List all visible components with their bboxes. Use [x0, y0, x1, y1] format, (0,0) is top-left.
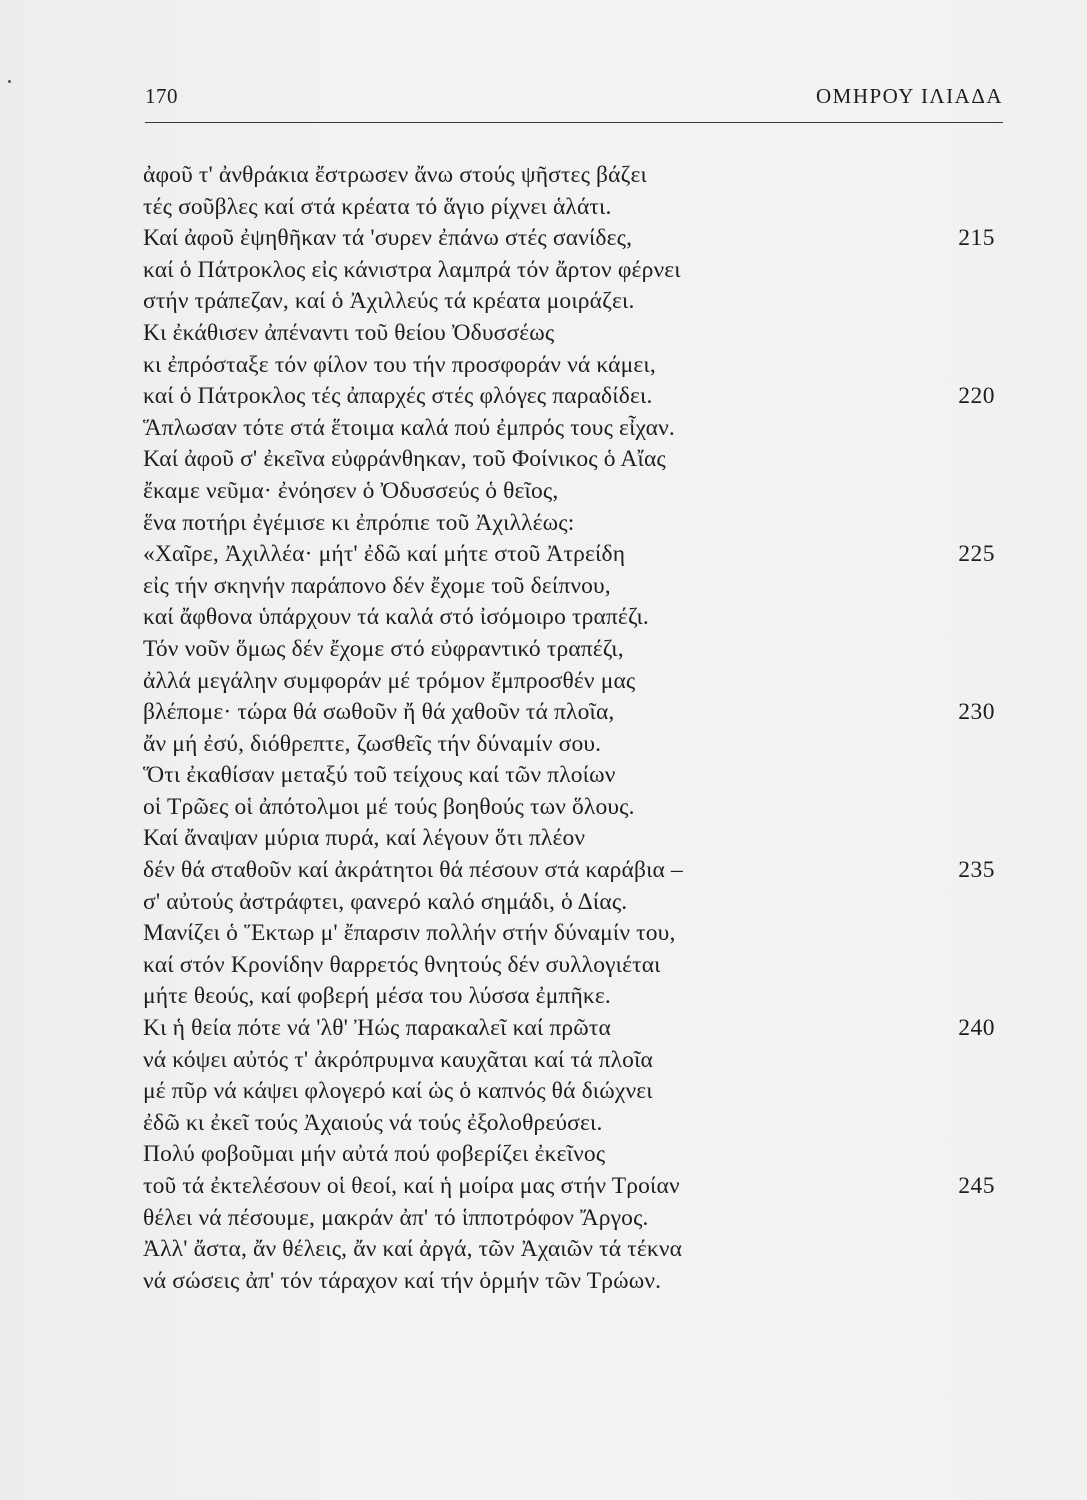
verse-line [143, 823, 1003, 855]
line-number: 235 [958, 857, 995, 884]
line-number: 230 [958, 699, 995, 726]
verse-line [143, 350, 1003, 382]
verse-line [143, 318, 1003, 350]
verse-line [143, 697, 1003, 729]
verse-line [143, 223, 1003, 255]
verse-line [143, 539, 1003, 571]
verse-text: καί ὁ Πάτροκλος εἰς κάνιστρα λαμπρά τόν ἄρτον φέρνει [143, 256, 681, 283]
verse-line [143, 571, 1003, 603]
verse-text: Καί ἀφοῦ ἐψηθῆκαν τά 'συρεν ἐπάνω στές σανίδες, [143, 225, 633, 252]
verse-line [143, 1171, 1003, 1203]
verse-text: βλέπομε· τώρα θά σωθοῦν ἤ θά χαθοῦν τά πλοῖα, [143, 699, 615, 726]
verse-line [143, 381, 1003, 413]
page-number: 170 [145, 84, 178, 108]
verse-line [143, 1266, 1003, 1298]
running-title: ΟΜΗΡΟΥ ΙΛΙΑΔΑ [816, 84, 1003, 108]
line-number: 215 [958, 225, 995, 252]
verse-line [143, 286, 1003, 318]
verse-text: εἰς τήν σκηνήν παράπονο δέν ἔχομε τοῦ δείπνου, [143, 572, 611, 599]
verse-text: Ἀλλ' ἄστα, ἄν θέλεις, ἄν καί ἀργά, τῶν Ἀχαιῶν τά τέκνα [143, 1236, 683, 1263]
verse-text: καί στόν Κρονίδην θαρρετός θνητούς δέν συλλογιέται [143, 951, 661, 978]
verse-text: τοῦ τά ἐκτελέσουν οἱ θεοί, καί ἡ μοίρα μας στήν Τροίαν [143, 1173, 680, 1199]
verse-line [143, 1139, 1003, 1171]
verse-text: δέν θά σταθοῦν καί ἀκράτητοι θά πέσουν στά καράβια – [143, 857, 683, 884]
verse-line [143, 634, 1003, 666]
scan-speck [8, 80, 11, 83]
verse-text: κι ἐπρόσταξε τόν φίλον του τήν προσφοράν νά κάμει, [143, 351, 656, 378]
verse-text: τές σοῦβλες καί στά κρέατα τό ἅγιο ρίχνει ἁλάτι. [143, 193, 612, 220]
verse-line [143, 792, 1003, 824]
verse-text: Κι ἐκάθισεν ἀπέναντι τοῦ θείου Ὀδυσσέως [143, 319, 555, 346]
verse-text: Ἅπλωσαν τότε στά ἕτοιμα καλά πού ἐμπρός τους εἶχαν. [143, 414, 675, 441]
verse-text: θέλει νά πέσουμε, μακράν ἀπ' τό ἱπποτρόφον Ἄργος. [143, 1204, 649, 1231]
verse-text: ἕνα ποτήρι ἐγέμισε κι ἐπρόπιε τοῦ Ἀχιλλέως: [143, 509, 575, 536]
verse-text: ἀφοῦ τ' ἀνθράκια ἔστρωσεν ἄνω στούς ψῆστες βάζει [143, 162, 647, 188]
verse-line [143, 1234, 1003, 1266]
verse-line [143, 1203, 1003, 1235]
verse-line [143, 1013, 1003, 1045]
verse-text: Καί ἄναψαν μύρια πυρά, καί λέγουν ὅτι πλέον [143, 825, 586, 852]
verse-line [143, 508, 1003, 540]
verse-line [143, 255, 1003, 287]
line-number: 240 [958, 1015, 995, 1042]
verse-line [143, 887, 1003, 919]
verse-text: ἄν μή ἐσύ, διόθρεπτε, ζωσθεῖς τήν δύναμίν σου. [143, 730, 602, 757]
verse-text: «Χαῖρε, Ἀχιλλέα· μήτ' ἐδῶ καί μήτε στοῦ Ἀτρείδη [143, 541, 626, 568]
verse-text: Πολύ φοβοῦμαι μήν αὐτά πού φοβερίζει ἐκεῖνος [143, 1141, 606, 1168]
verse-text: ἔκαμε νεῦμα· ἐνόησεν ὁ Ὀδυσσεύς ὁ θεῖος, [143, 477, 559, 504]
verse-text: Τόν νοῦν ὅμως δέν ἔχομε στό εὐφραντικό τραπέζι, [143, 635, 624, 662]
verse-text: Μανίζει ὁ Ἕκτωρ μ' ἔπαρσιν πολλήν στήν δύναμίν του, [143, 920, 676, 947]
verse-text: οἱ Τρῶες οἱ ἀπότολμοι μέ τούς βοηθούς των ὅλους. [143, 793, 635, 820]
verse-text: μήτε θεούς, καί φοβερή μέσα του λύσσα ἐμπῆκε. [143, 983, 611, 1010]
page-header [145, 84, 1003, 120]
verse-line [143, 760, 1003, 792]
verse-line [143, 1076, 1003, 1108]
line-number: 220 [958, 383, 995, 410]
verse-line [143, 160, 1003, 192]
line-number: 245 [958, 1173, 995, 1199]
verse-text: Καί ἀφοῦ σ' ἐκεῖνα εὐφράνθηκαν, τοῦ Φοίνικος ὁ Αἴας [143, 446, 666, 473]
verse-line [143, 192, 1003, 224]
verse-text: καί ὁ Πάτροκλος τές ἀπαρχές στές φλόγες παραδίδει. [143, 383, 653, 410]
verse-text: νά κόψει αὐτός τ' ἀκρόπρυμνα καυχᾶται καί τά πλοῖα [143, 1046, 654, 1073]
verse-line [143, 729, 1003, 761]
verse-text: ἀλλά μεγάλην συμφοράν μέ τρόμον ἔμπροσθέν μας [143, 667, 636, 694]
verse-text: καί ἄφθονα ὑπάρχουν τά καλά στό ἰσόμοιρο τραπέζι. [143, 604, 649, 631]
verse-line [143, 413, 1003, 445]
verse-text: μέ πῦρ νά κάψει φλογερό καί ὡς ὁ καπνός θά διώχνει [143, 1078, 653, 1105]
verse-text: Κι ἡ θεία πότε νά 'λθ' Ἠώς παρακαλεῖ καί πρῶτα [143, 1015, 611, 1042]
verse-text: Ὅτι ἐκαθίσαν μεταξύ τοῦ τείχους καί τῶν πλοίων [143, 762, 616, 789]
verse-line [143, 950, 1003, 982]
verse-line [143, 476, 1003, 508]
verse-line [143, 602, 1003, 634]
verse-line [143, 918, 1003, 950]
verse-text: νά σώσεις ἀπ' τόν τάραχον καί τήν ὁρμήν τῶν Τρώων. [143, 1267, 662, 1294]
verse-line [143, 444, 1003, 476]
verse-text: ἐδῶ κι ἐκεῖ τούς Ἀχαιούς νά τούς ἐξολοθρεύσει. [143, 1109, 603, 1136]
verse-line [143, 666, 1003, 698]
verse-line [143, 855, 1003, 887]
line-number: 225 [958, 541, 995, 568]
poem-text [143, 160, 1003, 1297]
verse-line [143, 981, 1003, 1013]
header-rule [145, 122, 1003, 123]
verse-text: σ' αὐτούς ἀστράφτει, φανερό καλό σημάδι, ὁ Δίας. [143, 888, 628, 915]
verse-line [143, 1045, 1003, 1077]
verse-text: στήν τράπεζαν, καί ὁ Ἀχιλλεύς τά κρέατα μοιράζει. [143, 288, 635, 315]
verse-line [143, 1108, 1003, 1140]
